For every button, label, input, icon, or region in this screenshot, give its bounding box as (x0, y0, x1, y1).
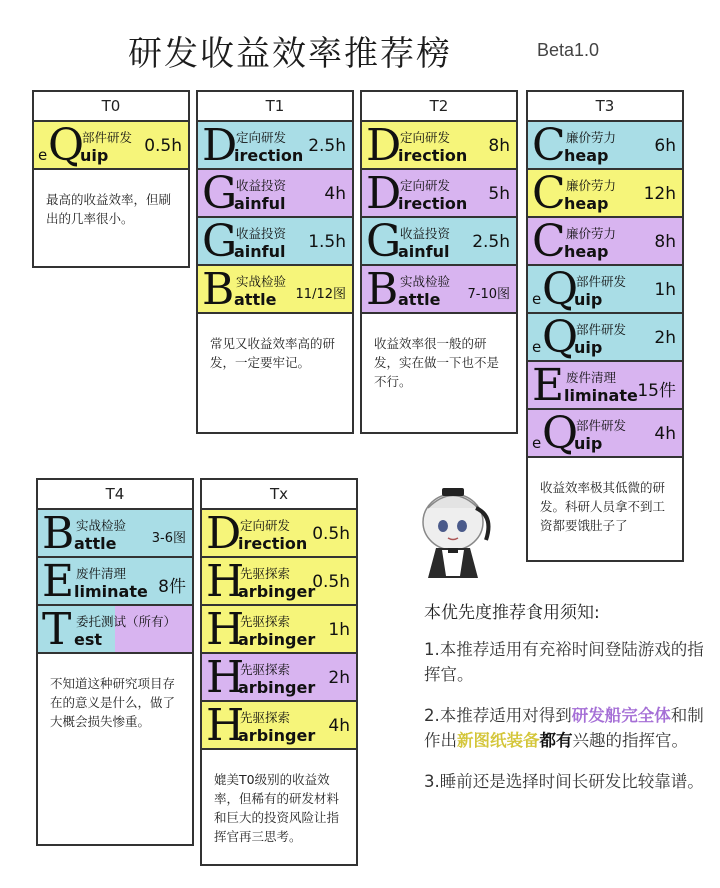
duration-value: 1h (328, 620, 350, 640)
tier-note: 收益效率很一般的研发，实在做一下也不是不行。 (360, 312, 518, 434)
chinese-label: 定向研发 (400, 130, 451, 145)
research-cell (36, 508, 194, 558)
english-word: arbinger (238, 582, 316, 601)
initial-letter: G (202, 216, 238, 266)
initial-letter: C (532, 120, 566, 170)
chinese-label: 收益投资 (236, 226, 287, 241)
chinese-label: 收益投资 (236, 178, 287, 193)
duration-value: 3-6图 (151, 531, 186, 546)
chinese-label: 实战检验 (76, 518, 127, 533)
duration-value: 8h (654, 232, 676, 252)
chinese-label: 定向研发 (240, 518, 291, 533)
english-word: attle (74, 534, 117, 553)
english-word: uip (574, 434, 603, 453)
research-cell (200, 604, 358, 654)
version-label: Beta1.0 (537, 40, 600, 60)
english-word: irection (398, 194, 468, 213)
english-word: liminate (74, 582, 148, 601)
mascot-illustration (398, 478, 508, 588)
english-word: heap (564, 194, 609, 213)
research-cell (200, 556, 358, 606)
duration-value: 1.5h (308, 232, 346, 252)
chinese-label: 廉价劳力 (566, 178, 617, 193)
tier-note: 常见又收益效率高的研发，一定要牢记。 (196, 312, 354, 434)
letter-prefix: e (532, 338, 542, 356)
chinese-label: 部件研发 (576, 322, 627, 337)
tier-header: Tx (200, 478, 358, 508)
english-word: ainful (398, 242, 450, 261)
chinese-label: 部件研发 (576, 418, 627, 433)
initial-letter: C (532, 168, 566, 218)
duration-value: 2h (654, 328, 676, 348)
duration-value: 4h (328, 716, 350, 736)
tier-column-t4 (36, 478, 194, 846)
duration-value: 5h (488, 184, 510, 204)
english-word: heap (564, 146, 609, 165)
english-word: liminate (564, 386, 638, 405)
initial-letter: B (42, 508, 75, 558)
chinese-label: 废件清理 (566, 370, 617, 385)
chinese-label: 废件清理 (76, 566, 127, 581)
note-2-highlight-ship: 研发船完全体 (571, 706, 671, 725)
research-cell (200, 652, 358, 702)
initial-letter: B (366, 264, 399, 314)
duration-value: 2.5h (308, 136, 346, 156)
english-word: est (74, 630, 103, 649)
research-cell (32, 120, 190, 170)
research-cell (526, 360, 684, 410)
duration-value: 0.5h (312, 572, 350, 592)
note-2-text-f: 兴趣的指挥官。 (572, 731, 688, 750)
tier-header: T0 (32, 90, 190, 120)
research-cell (196, 216, 354, 266)
english-word: heap (564, 242, 609, 261)
duration-value: 6h (654, 136, 676, 156)
english-word: ainful (234, 242, 286, 261)
english-word: arbinger (238, 678, 316, 697)
initial-letter: G (202, 168, 238, 218)
initial-letter: Q (542, 408, 579, 458)
initial-letter: T (42, 604, 72, 654)
research-cell (196, 264, 354, 314)
chinese-label: 委托测试（所有） (76, 614, 177, 629)
initial-letter: H (206, 556, 245, 606)
english-word: attle (234, 290, 277, 309)
note-2-highlight-both: 都有 (539, 731, 573, 750)
initial-letter: H (206, 652, 245, 702)
note-1: 1.本推荐适用有充裕时间登陆游戏的指挥官。 (424, 640, 704, 684)
letter-prefix: e (532, 290, 542, 308)
research-cell (526, 312, 684, 362)
research-cell (200, 508, 358, 558)
english-word: attle (398, 290, 441, 309)
research-cell (360, 264, 518, 314)
chinese-label: 先驱探索 (240, 710, 291, 725)
research-cell (196, 168, 354, 218)
english-word: uip (574, 338, 603, 357)
chinese-label: 实战检验 (236, 274, 287, 289)
tier-column-tx (200, 478, 358, 866)
initial-letter: C (532, 216, 566, 266)
note-3: 3.睡前还是选择时间长研发比较靠谱。 (424, 772, 704, 791)
initial-letter: H (206, 700, 245, 750)
research-cell (196, 120, 354, 170)
tier-note: 收益效率极其低微的研发。科研人员拿不到工资都要饿肚子了 (526, 456, 684, 562)
chinese-label: 定向研发 (236, 130, 287, 145)
tier-header: T2 (360, 90, 518, 120)
chinese-label: 部件研发 (576, 274, 627, 289)
initial-letter: D (366, 168, 402, 218)
tier-header: T3 (526, 90, 684, 120)
chinese-label: 先驱探索 (240, 566, 291, 581)
research-cell (200, 700, 358, 750)
research-cell (526, 264, 684, 314)
research-cell (526, 408, 684, 458)
initial-letter: D (206, 508, 242, 558)
chinese-label: 先驱探索 (240, 662, 291, 677)
english-word: uip (574, 290, 603, 309)
note-2-text-c: 和制作出 (424, 706, 704, 750)
letter-prefix: e (38, 146, 48, 164)
tier-column-t0 (32, 90, 190, 268)
tier-column-t1 (196, 90, 354, 434)
initial-letter: H (206, 604, 245, 654)
duration-value: 15件 (637, 381, 676, 401)
usage-notes (424, 598, 714, 810)
chinese-label: 廉价劳力 (566, 130, 617, 145)
research-cell (36, 556, 194, 606)
english-word: ainful (234, 194, 286, 213)
english-word: irection (234, 146, 304, 165)
note-2-highlight-equip: 新图纸装备 (457, 731, 540, 750)
research-cell (360, 216, 518, 266)
note-2-text-a: 2.本推荐适用对得到 (424, 706, 572, 725)
chinese-label: 实战检验 (400, 274, 451, 289)
initial-letter: D (202, 120, 238, 170)
initial-letter: Q (48, 120, 85, 170)
duration-value: 0.5h (312, 524, 350, 544)
research-cell (526, 216, 684, 266)
english-word: uip (80, 146, 109, 165)
notes-heading: 本优先度推荐食用须知: (424, 603, 600, 623)
english-word: irection (238, 534, 308, 553)
chinese-label: 廉价劳力 (566, 226, 617, 241)
duration-value: 12h (643, 184, 676, 204)
tier-note: 最高的收益效率，但刷出的几率很小。 (32, 168, 190, 268)
research-cell (360, 168, 518, 218)
duration-value: 2.5h (472, 232, 510, 252)
english-word: arbinger (238, 630, 316, 649)
initial-letter: E (532, 360, 565, 410)
tier-header: T1 (196, 90, 354, 120)
english-word: arbinger (238, 726, 316, 745)
duration-value: 8件 (158, 577, 186, 597)
page-title: 研发收益效率推荐榜 (128, 34, 452, 74)
duration-value: 7-10图 (467, 287, 510, 302)
duration-value: 8h (488, 136, 510, 156)
duration-value: 11/12图 (295, 287, 346, 302)
duration-value: 2h (328, 668, 350, 688)
initial-letter: E (42, 556, 75, 606)
chinese-label: 先驱探索 (240, 614, 291, 629)
duration-value: 4h (324, 184, 346, 204)
tier-header: T4 (36, 478, 194, 508)
research-cell (36, 604, 194, 654)
note-2 (424, 703, 714, 753)
initial-letter: B (202, 264, 235, 314)
tier-note: 不知道这种研究项目存在的意义是什么，做了大概会损失惨重。 (36, 652, 194, 846)
duration-value: 0.5h (144, 136, 182, 156)
duration-value: 4h (654, 424, 676, 444)
initial-letter: Q (542, 312, 579, 362)
initial-letter: D (366, 120, 402, 170)
duration-value: 1h (654, 280, 676, 300)
chinese-label: 定向研发 (400, 178, 451, 193)
chinese-label: 部件研发 (82, 130, 133, 145)
research-cell (360, 120, 518, 170)
english-word: irection (398, 146, 468, 165)
research-cell (526, 120, 684, 170)
tier-column-t3 (526, 90, 684, 562)
chinese-label: 收益投资 (400, 226, 451, 241)
tier-column-t2 (360, 90, 518, 434)
tier-note: 媲美T0级别的收益效率，但稀有的研发材料和巨大的投资风险让指挥官再三思考。 (200, 748, 358, 866)
research-cell (526, 168, 684, 218)
letter-prefix: e (532, 434, 542, 452)
initial-letter: G (366, 216, 402, 266)
initial-letter: Q (542, 264, 579, 314)
